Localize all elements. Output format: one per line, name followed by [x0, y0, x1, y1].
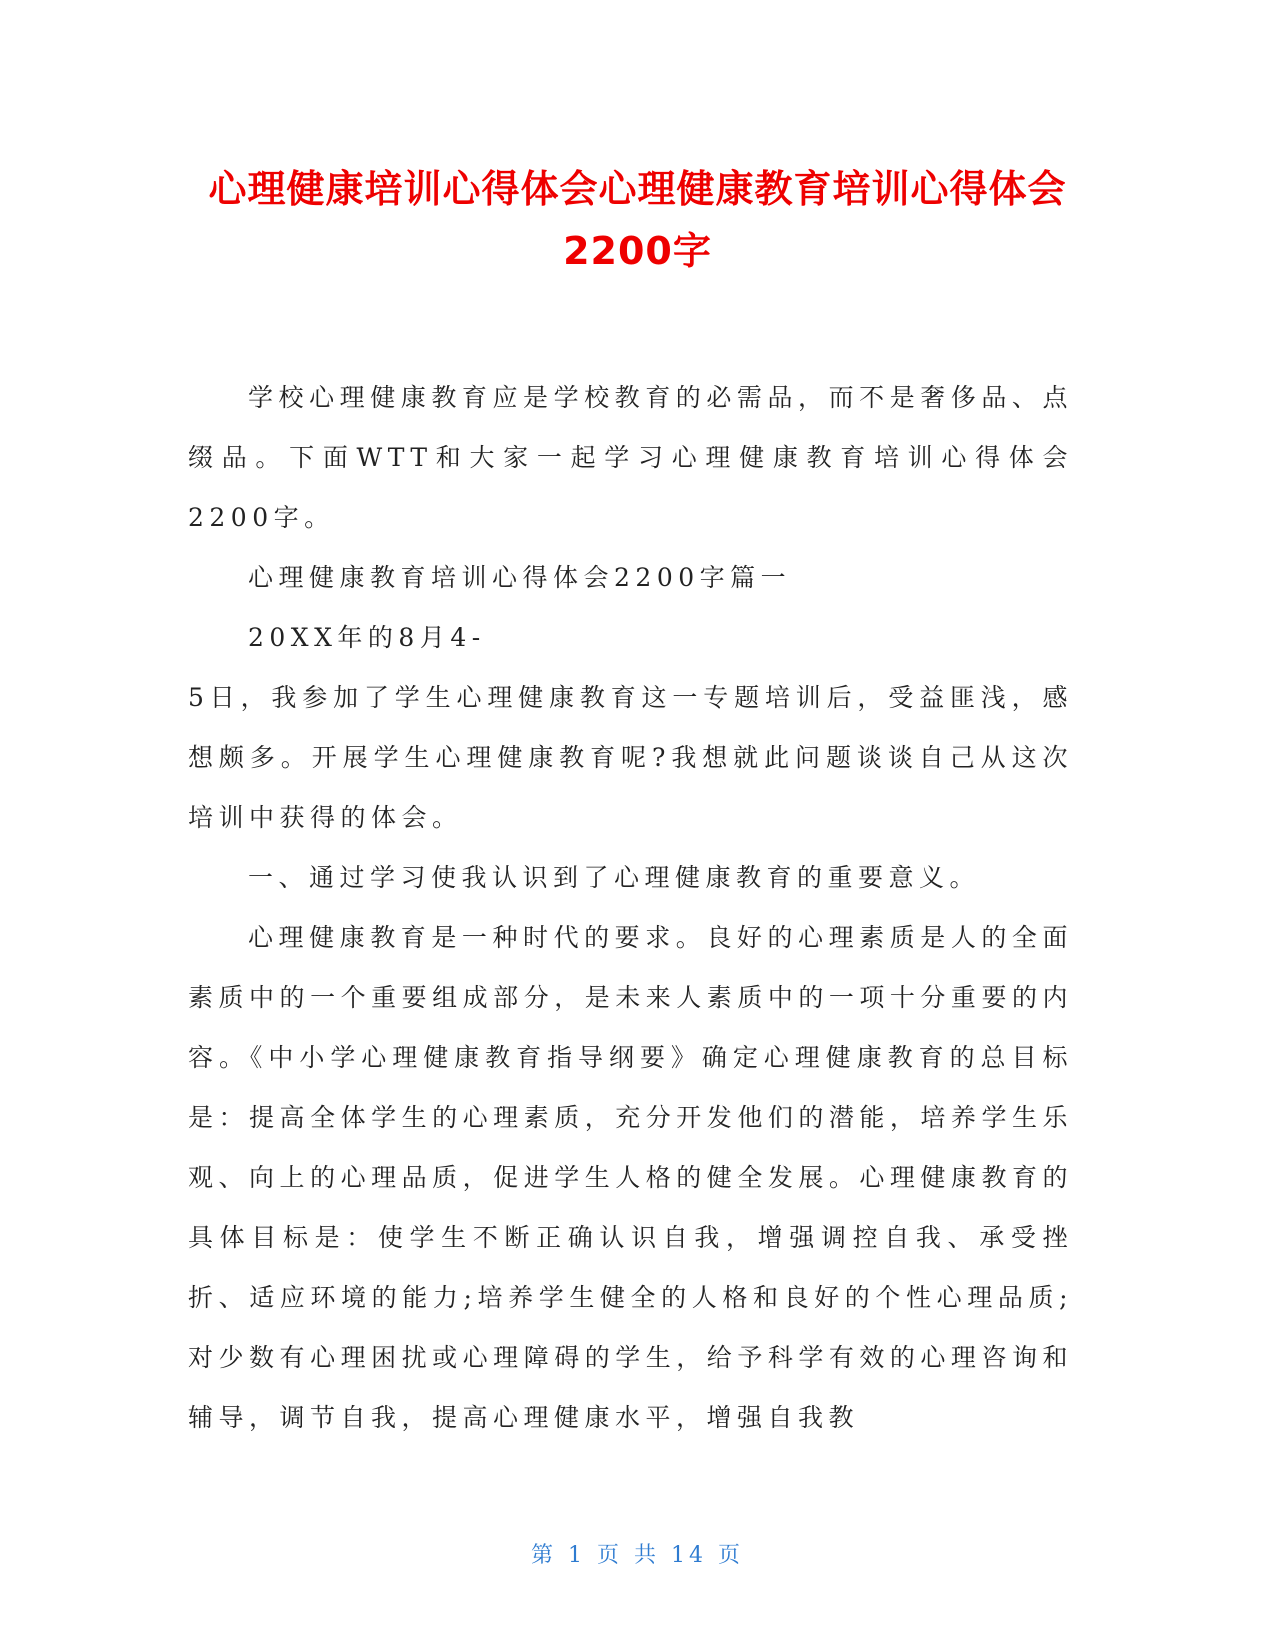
document-title: 心理健康培训心得体会心理健康教育培训心得体会2200字	[208, 167, 1067, 273]
page-number-footer: 第 1 页 共 14 页	[531, 1543, 744, 1568]
point-heading-1: 一、通过学习使我认识到了心理健康教育的重要意义。	[248, 863, 981, 892]
paragraph-date: 20XX年的8月4-	[248, 623, 486, 652]
document-body	[188, 368, 1073, 1448]
paragraph-experience: 5日，我参加了学生心理健康教育这一专题培训后，受益匪浅，感想颇多。开展学生心理健康教育呢?我想就此问题谈谈自己从这次培训中获得的体会。	[188, 683, 1073, 832]
paragraph-significance: 心理健康教育是一种时代的要求。良好的心理素质是人的全面素质中的一个重要组成部分，是未来人素质中的一项十分重要的内容。《中小学心理健康教育指导纲要》确定心理健康教育的总目标是：提高全体学生的心理素质，充分开发他们的潜能，培养学生乐观、向上的心理品质，促进学生人格的健全发展。心理健康教育的具体目标是：使学生不断正确认识自我，增强调控自我、承受挫折、适应环境的能力;培养学生健全的人格和良好的个性心理品质;对少数有心理困扰或心理障碍的学生，给予科学有效的心理咨询和辅导，调节自我，提高心理健康水平，增强自我教	[188, 923, 1073, 1432]
paragraph-intro: 学校心理健康教育应是学校教育的必需品，而不是奢侈品、点缀品。下面WTT和大家一起学习心理健康教育培训心得体会2200字。	[188, 383, 1073, 532]
section-heading: 心理健康教育培训心得体会2200字篇一	[248, 563, 792, 592]
